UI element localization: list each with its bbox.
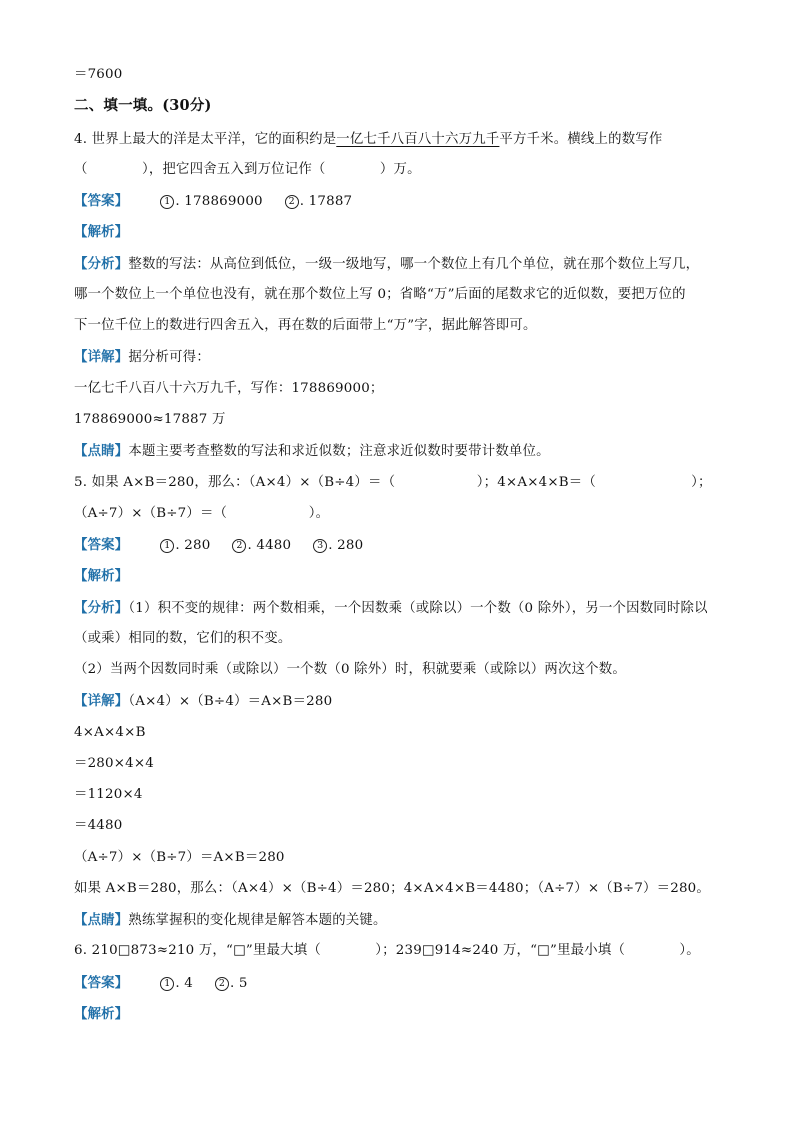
circled-number: 1	[160, 977, 174, 991]
q4-analysis-tag-line	[74, 223, 128, 242]
q4-point-line	[74, 442, 550, 461]
q4-detail-step-1: 一亿七千八百八十六万九千，写作：178869000；	[74, 381, 384, 396]
analysis-tag: 【解析】	[74, 224, 129, 240]
q4-detail-line	[74, 348, 210, 367]
q4-answer-1: . 178869000	[175, 194, 263, 209]
q5-detail-step-2: ＝280×4×4	[74, 756, 155, 771]
detail-tag: 【详解】	[74, 349, 129, 365]
q5-detail-text: （A×4）×（B÷4）＝A×B＝280	[128, 694, 333, 709]
analysis-tag: 【解析】	[74, 568, 129, 584]
circled-number: 3	[313, 539, 327, 553]
q5-answer-2: . 4480	[247, 538, 292, 553]
q4-answer-line	[74, 192, 352, 211]
circled-number: 2	[285, 195, 299, 209]
answer-tag: 【答案】	[74, 537, 129, 553]
q4-underlined-number: 一亿七千八百八十六万九千	[336, 132, 500, 147]
q4-detail-step-2: 178869000≈17887 万	[74, 412, 226, 427]
q5-point-line	[74, 911, 387, 930]
q4-fenxi-text-1: 整数的写法：从高位到低位，一级一级地写，哪一个数位上有几个单位，就在那个数位上写几，	[128, 257, 700, 272]
fenxi-tag: 【分析】	[74, 256, 129, 272]
q5-fenxi-line-1	[74, 599, 708, 618]
q5-fenxi-text-1: （1）积不变的规律：两个数相乘，一个因数乘（或除以）一个数（0 除外），另一个因数同时除以	[128, 601, 708, 616]
q4-fenxi-line-1	[74, 255, 699, 274]
fenxi-tag: 【分析】	[74, 600, 129, 616]
previous-answer-line: ＝7600	[74, 67, 123, 82]
q5-detail-step-1: 4×A×4×B	[74, 725, 146, 740]
q4-fenxi-line-2: 哪一个数位上一个单位也没有，就在那个数位上写 0；省略“万”后面的尾数求它的近似数，要把万位的	[74, 287, 686, 302]
q5-stem-line-2: （A÷7）×（B÷7）＝（ ）。	[74, 506, 330, 521]
q6-stem-line-1: 6. 210□873≈210 万，“□”里最大填（ ）；239□914≈240 万，“□”里最小填（ ）。	[74, 943, 700, 958]
q4-stem-line-2: （ ），把它四舍五入到万位记作（ ）万。	[74, 162, 421, 177]
q6-analysis-tag-line	[74, 1005, 128, 1024]
q6-answer-1: . 4	[175, 976, 194, 991]
circled-number: 1	[160, 195, 174, 209]
q5-detail-step-4: ＝4480	[74, 818, 123, 833]
q5-point-text: 熟练掌握积的变化规律是解答本题的关键。	[128, 913, 387, 928]
q5-detail-line	[74, 692, 332, 711]
q5-detail-step-5: （A÷7）×（B÷7）＝A×B＝280	[74, 850, 285, 865]
circled-number: 1	[160, 539, 174, 553]
q4-detail-text: 据分析可得：	[128, 350, 210, 365]
q4-point-text: 本题主要考查整数的写法和求近似数；注意求近似数时要带计数单位。	[128, 444, 550, 459]
q5-fenxi-line-3: （2）当两个因数同时乘（或除以）一个数（0 除外）时，积就要乘（或除以）两次这个数。	[74, 662, 626, 677]
q4-stem-line-1	[74, 131, 662, 149]
q4-fenxi-line-3: 下一位千位上的数进行四舍五入，再在数的后面带上“万”字，据此解答即可。	[74, 318, 537, 333]
point-tag: 【点睛】	[74, 912, 129, 928]
section-heading: 二、填一填。(30分)	[74, 97, 212, 114]
point-tag: 【点睛】	[74, 443, 129, 459]
q6-answer-2: . 5	[230, 976, 248, 991]
q5-detail-step-3: ＝1120×4	[74, 787, 143, 802]
q5-stem-line-1: 5. 如果 A×B＝280，那么：（A×4）×（B÷4）＝（ ）；4×A×4×B＝（ ）；	[74, 475, 712, 490]
q5-fenxi-line-2: （或乘）相同的数，它们的积不变。	[74, 631, 292, 646]
q4-answer-2: . 17887	[299, 194, 353, 209]
q4-stem-post: 平方千米。横线上的数写作	[499, 132, 663, 147]
q5-answer-1: . 280	[175, 538, 211, 553]
q5-answer-3: . 280	[328, 538, 364, 553]
q4-number: 4.	[74, 132, 88, 147]
detail-tag: 【详解】	[74, 693, 129, 709]
circled-number: 2	[232, 539, 246, 553]
q5-answer-line	[74, 536, 363, 555]
answer-tag: 【答案】	[74, 193, 129, 209]
q6-answer-line	[74, 974, 248, 993]
q4-stem-pre: 世界上最大的洋是太平洋，它的面积约是	[91, 132, 337, 147]
circled-number: 2	[215, 977, 229, 991]
answer-tag: 【答案】	[74, 975, 129, 991]
analysis-tag: 【解析】	[74, 1006, 129, 1022]
q5-detail-step-6: 如果 A×B＝280，那么：（A×4）×（B÷4）＝280；4×A×4×B＝4480；（A÷7）×（B÷7）＝280。	[74, 881, 710, 896]
q5-analysis-tag-line	[74, 567, 128, 586]
